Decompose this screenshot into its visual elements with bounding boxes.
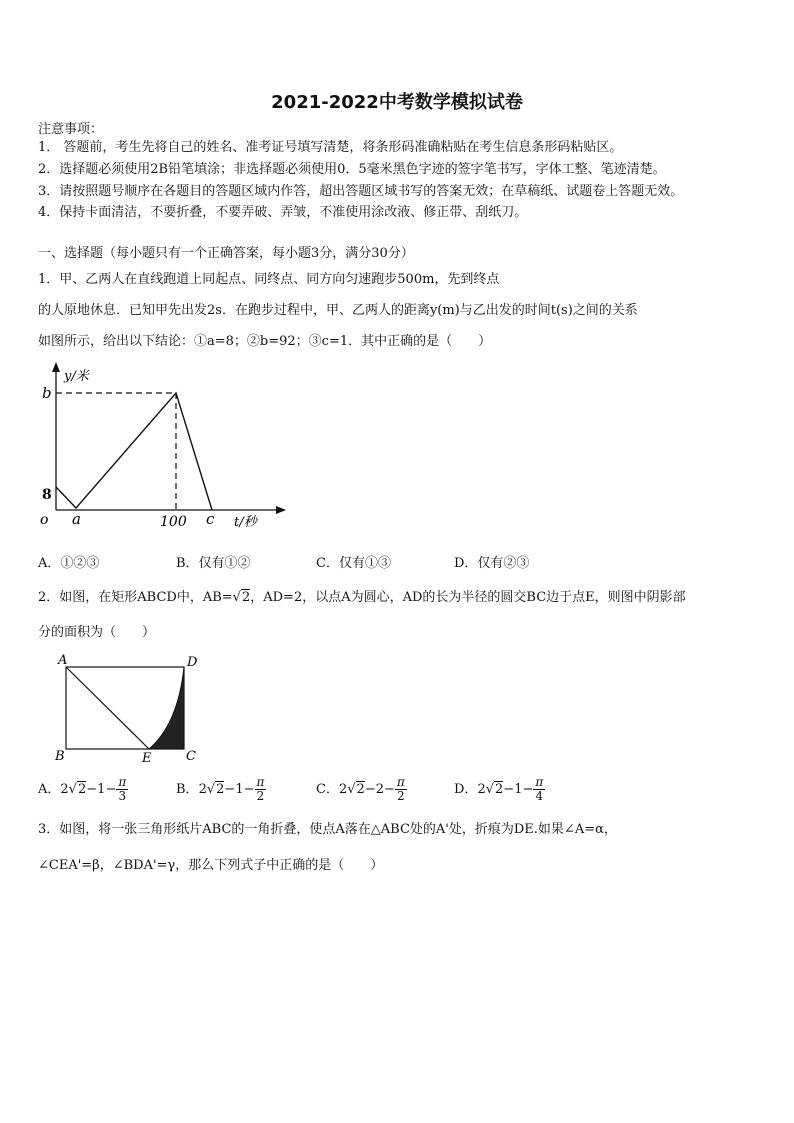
q3-text-line2: ∠CEA'=β，∠BDA'=γ，那么下列式子中正确的是（ ） <box>38 858 384 873</box>
q1-y-arrow <box>52 362 60 372</box>
q2-figure <box>50 652 210 764</box>
q1-x-arrow <box>276 506 286 514</box>
q2-text-post: ，AD=2，以点A为圆心，AD的长为半径的圆交BC边于点E，则图中阴影部 <box>250 590 686 605</box>
q1-text-line3: 如图所示，给出以下结论：①a=8；②b=92；③c=1．其中正确的是（ ） <box>38 334 492 349</box>
q1-option-a: A．①②③ <box>38 556 100 571</box>
q2-text-line2: 分的面积为（ ） <box>38 625 156 640</box>
q1-option-c: C．仅有①③ <box>316 556 391 571</box>
q1-graph-line <box>56 393 212 510</box>
q2-option-d: D．2√2−1− $\frac{\pi}{4}$ <box>454 775 544 803</box>
q1-text-line1: 1．甲、乙两人在直线跑道上同起点、同终点、同方向匀速跑步500m，先到终点 <box>38 272 500 287</box>
page-title: 2021-2022中考数学模拟试卷 <box>271 92 523 113</box>
q2-option-a: A．2√2−1− $\frac{\pi}{3}$ <box>38 775 127 803</box>
q2-label-b: B <box>55 749 65 764</box>
q1-y-label: y/米 <box>64 369 89 384</box>
notice-item-1: 1． 答题前，考生先将自己的姓名、准考证号填写清楚，将条形码准确粘贴在考生信息条形码粘贴区。 <box>38 140 623 155</box>
notice-item-2: 2．选择题必须使用2B铅笔填涂；非选择题必须使用0．5毫米黑色字迹的签字笔书写，字体工整、笔迹清楚。 <box>38 162 666 177</box>
q1-option-b: B．仅有①② <box>176 556 251 571</box>
q1-text-line2: 的人原地休息．已知甲先出发2s．在跑步过程中，甲、乙两人的距离y(m)与乙出发的时间t(s)之间的关系 <box>38 303 638 318</box>
q1-option-d: D．仅有②③ <box>454 556 530 571</box>
section-heading: 一、选择题（每小题只有一个正确答案，每小题3分，满分30分） <box>38 246 414 261</box>
q2-option-c: C．2√2−2− $\frac{\pi}{2}$ <box>316 775 405 803</box>
q1-label-o: o <box>40 512 49 528</box>
q2-sqrt-value: 2 <box>241 590 251 605</box>
q2-label-e: E <box>142 751 152 764</box>
notice-item-4: 4．保持卡面清洁，不要折叠，不要弄破、弄皱，不准使用涂改液、修正带、刮纸刀。 <box>38 205 528 220</box>
q1-label-100: 100 <box>160 514 187 530</box>
q1-label-c: c <box>206 510 215 528</box>
q2-text-pre: 2．如图，在矩形ABCD中，AB= <box>38 590 233 605</box>
q1-label-8: 8 <box>42 487 52 503</box>
q2-sqrt-symbol: √ <box>232 590 241 605</box>
notice-item-3: 3．请按照题号顺序在各题目的答题区域内作答，超出答题区域书写的答案无效；在草稿纸、试题卷上答题无效。 <box>38 184 684 199</box>
q1-label-b: b <box>42 384 52 402</box>
q2-label-a: A <box>58 653 68 668</box>
q2-shaded-region <box>149 667 184 749</box>
q2-label-d: D <box>187 655 198 670</box>
q2-text-line1 <box>38 589 686 607</box>
q2-option-b: B．2√2−1− $\frac{\pi}{2}$ <box>176 775 265 803</box>
q2-segment-ae <box>66 667 149 749</box>
q3-text-line1: 3．如图，将一张三角形纸片ABC的一角折叠，使点A落在△ABC处的A'处，折痕为DE.如果∠A=α， <box>38 822 617 837</box>
q1-x-label: t/秒 <box>234 515 257 530</box>
q1-graph <box>30 360 290 535</box>
notice-heading: 注意事项： <box>38 122 104 137</box>
q2-label-c: C <box>186 749 196 764</box>
q1-label-a: a <box>72 510 81 528</box>
